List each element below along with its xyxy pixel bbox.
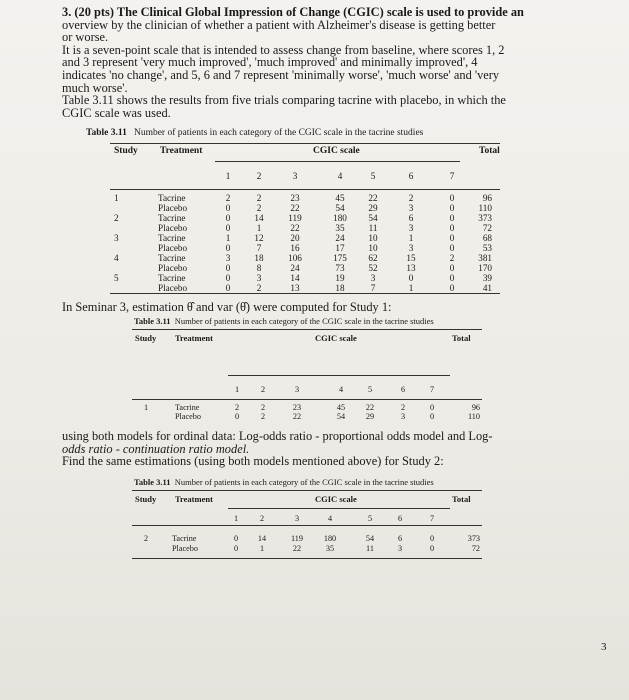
value-cell: 54 (335, 203, 345, 213)
value-cell: 175 (333, 253, 347, 263)
value-cell: 119 (291, 534, 303, 543)
table3-header-treatment: Treatment (175, 494, 213, 504)
value-cell: 54 (336, 412, 346, 421)
question-line-1: 3. (20 pts) The Clinical Global Impression of Change (CGIC) scale is used to provide an (62, 5, 524, 19)
value-cell: 22 (290, 203, 300, 213)
value-cell: 6 (397, 534, 403, 543)
value-cell: 0 (429, 412, 435, 421)
study-cell: 1 (114, 193, 119, 203)
value-cell: 11 (368, 223, 378, 233)
table3-rule-cgic (228, 508, 450, 509)
table2-rule-cgic (228, 375, 450, 376)
scale-header-cell: 3 (294, 385, 300, 394)
study-cell: 2 (114, 213, 119, 223)
question-line-8: Table 3.11 shows the results from five trials comparing tacrine with placebo, in which the (62, 93, 506, 108)
value-cell: 45 (336, 403, 346, 412)
value-cell: 10 (368, 243, 378, 253)
value-cell: 1 (259, 544, 265, 553)
study-cell: 1 (144, 403, 149, 412)
value-cell: 2 (234, 403, 240, 412)
value-cell: 3 (408, 243, 414, 253)
value-cell: 0 (429, 403, 435, 412)
value-cell: 22 (365, 403, 375, 412)
value-cell: 11 (366, 544, 374, 553)
scale-header-cell: 3 (292, 171, 298, 181)
table3-header-study: Study (135, 494, 157, 504)
table-rule-header-bottom (110, 189, 500, 190)
header-total: Total (479, 146, 500, 156)
scale-header-cell: 4 (327, 514, 333, 523)
value-cell: 0 (449, 203, 455, 213)
header-cgic-scale: CGIC scale (313, 146, 360, 156)
value-cell: 0 (233, 534, 239, 543)
total-cell: 53 (482, 243, 492, 253)
value-cell: 0 (449, 263, 455, 273)
value-cell: 0 (225, 213, 231, 223)
value-cell: 18 (254, 253, 264, 263)
treatment-cell: Placebo (158, 283, 188, 293)
header-treatment: Treatment (160, 146, 203, 156)
scale-header-cell: 7 (429, 385, 435, 394)
total-cell: 381 (478, 253, 492, 263)
value-cell: 52 (368, 263, 378, 273)
value-cell: 0 (225, 243, 231, 253)
scale-header-cell: 7 (449, 171, 455, 181)
value-cell: 73 (335, 263, 345, 273)
scale-header-cell: 6 (400, 385, 406, 394)
scale-header-cell: 1 (234, 385, 240, 394)
table2-header-cgic: CGIC scale (315, 333, 357, 343)
total-cell: 96 (471, 403, 480, 412)
scale-header-cell: 4 (337, 171, 343, 181)
table-title-3: Table 3.11 Number of patients in each category of the CGIC scale in the tacrine studies (134, 477, 434, 487)
value-cell: 8 (256, 263, 262, 273)
value-cell: 22 (290, 223, 300, 233)
treatment-cell: Tacrine (158, 273, 186, 283)
value-cell: 24 (335, 233, 345, 243)
question-line-3: or worse. (62, 30, 109, 45)
value-cell: 15 (406, 253, 416, 263)
value-cell: 7 (256, 243, 262, 253)
value-cell: 14 (290, 273, 300, 283)
value-cell: 0 (449, 283, 455, 293)
value-cell: 0 (449, 223, 455, 233)
scale-header-cell: 5 (367, 514, 373, 523)
value-cell: 0 (233, 544, 239, 553)
value-cell: 45 (335, 193, 345, 203)
value-cell: 16 (290, 243, 300, 253)
total-cell: 110 (478, 203, 492, 213)
table2-header-treatment: Treatment (175, 333, 213, 343)
value-cell: 19 (335, 273, 345, 283)
table2-header-study: Study (135, 333, 157, 343)
value-cell: 6 (408, 213, 414, 223)
value-cell: 12 (254, 233, 264, 243)
value-cell: 1 (408, 233, 414, 243)
scale-header-cell: 6 (408, 171, 414, 181)
total-cell: 72 (482, 223, 492, 233)
scale-header-cell: 7 (429, 514, 435, 523)
value-cell: 2 (256, 193, 262, 203)
value-cell: 22 (292, 412, 302, 421)
value-cell: 35 (325, 544, 335, 553)
study-cell: 4 (114, 253, 119, 263)
question-text (62, 6, 572, 119)
question-line-2: overview by the clinician of whether a patient with Alzheimer's disease is getting better (62, 17, 496, 32)
value-cell: 20 (290, 233, 300, 243)
total-cell: 68 (482, 233, 492, 243)
value-cell: 2 (256, 283, 262, 293)
treatment-cell: Placebo (158, 263, 188, 273)
value-cell: 23 (292, 403, 302, 412)
models-line-2: odds ratio - continuation ratio model. (62, 441, 250, 456)
value-cell: 54 (365, 534, 375, 543)
value-cell: 1 (225, 233, 231, 243)
value-cell: 0 (429, 534, 435, 543)
value-cell: 3 (370, 273, 376, 283)
scale-header-cell: 2 (260, 385, 266, 394)
total-cell: 110 (468, 412, 480, 421)
table-title: Table 3.11 Number of patients in each category of the CGIC scale in the tacrine studies (86, 128, 424, 138)
value-cell: 2 (256, 203, 262, 213)
value-cell: 2 (408, 193, 414, 203)
treatment-cell: Tacrine (172, 534, 197, 543)
scale-header-cell: 5 (370, 171, 376, 181)
value-cell: 2 (400, 403, 406, 412)
value-cell: 18 (335, 283, 345, 293)
scale-header-cell: 5 (367, 385, 373, 394)
value-cell: 2 (260, 412, 266, 421)
treatment-cell: Tacrine (158, 253, 186, 263)
value-cell: 17 (335, 243, 345, 253)
value-cell: 0 (225, 283, 231, 293)
models-text (62, 430, 572, 468)
study-cell: 3 (114, 233, 119, 243)
value-cell: 0 (449, 273, 455, 283)
models-line-1: using both models for ordinal data: Log-odds ratio - proportional odds model and Log- (62, 429, 493, 443)
treatment-cell: Placebo (175, 412, 201, 421)
value-cell: 10 (368, 233, 378, 243)
question-line-5: and 3 represent 'very much improved', 'much improved' and minimally improved', 4 (62, 55, 478, 70)
total-cell: 373 (478, 213, 492, 223)
value-cell: 106 (288, 253, 302, 263)
value-cell: 119 (288, 213, 302, 223)
value-cell: 23 (290, 193, 300, 203)
treatment-cell: Placebo (158, 243, 188, 253)
study-cell: 2 (144, 534, 149, 543)
value-cell: 3 (408, 203, 414, 213)
table2-header-total: Total (452, 333, 471, 343)
value-cell: 3 (256, 273, 262, 283)
value-cell: 3 (400, 412, 406, 421)
scale-header-cell: 2 (259, 514, 265, 523)
page-number: 3 (601, 641, 607, 653)
table-rule-top (110, 143, 500, 144)
table2-rule-top (132, 329, 482, 330)
value-cell: 3 (408, 223, 414, 233)
treatment-cell: Tacrine (158, 193, 186, 203)
table2-rule-header-bottom (132, 399, 482, 400)
treatment-cell: Tacrine (158, 233, 186, 243)
value-cell: 0 (429, 544, 435, 553)
value-cell: 29 (368, 203, 378, 213)
value-cell: 2 (225, 193, 231, 203)
table3-header-total: Total (452, 494, 471, 504)
value-cell: 35 (335, 223, 345, 233)
table3-rule-top (132, 490, 482, 491)
value-cell: 14 (257, 534, 267, 543)
value-cell: 180 (323, 534, 337, 543)
scale-header-cell: 2 (256, 171, 262, 181)
total-cell: 39 (482, 273, 492, 283)
table-rule-bottom (110, 293, 500, 294)
table-title-2: Table 3.11 Number of patients in each category of the CGIC scale in the tacrine studies (134, 316, 434, 326)
value-cell: 0 (234, 412, 240, 421)
total-cell: 373 (467, 534, 480, 543)
value-cell: 2 (449, 253, 455, 263)
treatment-cell: Placebo (172, 544, 198, 553)
value-cell: 54 (368, 213, 378, 223)
treatment-cell: Tacrine (158, 213, 186, 223)
value-cell: 0 (449, 243, 455, 253)
value-cell: 180 (333, 213, 347, 223)
treatment-cell: Tacrine (175, 403, 200, 412)
value-cell: 0 (225, 273, 231, 283)
value-cell: 0 (449, 193, 455, 203)
value-cell: 0 (225, 223, 231, 233)
models-line-3: Find the same estimations (using both models mentioned above) for Study 2: (62, 454, 444, 469)
treatment-cell: Placebo (158, 223, 188, 233)
treatment-cell: Placebo (158, 203, 188, 213)
value-cell: 14 (254, 213, 264, 223)
value-cell: 0 (225, 203, 231, 213)
total-cell: 96 (482, 193, 492, 203)
value-cell: 62 (368, 253, 378, 263)
total-cell: 72 (471, 544, 480, 553)
table3-rule-bottom (132, 558, 482, 559)
seminar-text: In Seminar 3, estimation θ̂ and var (θ̂) were computed for Study 1: (62, 300, 392, 314)
scale-header-cell: 1 (225, 171, 231, 181)
value-cell: 22 (292, 544, 302, 553)
total-cell: 41 (482, 283, 492, 293)
table3-rule-header-bottom (132, 525, 482, 526)
question-line-9: CGIC scale was used. (62, 105, 171, 120)
value-cell: 24 (290, 263, 300, 273)
study-cell: 5 (114, 273, 119, 283)
value-cell: 1 (408, 283, 414, 293)
question-line-4: It is a seven-point scale that is intended to assess change from baseline, where scores 1, 2 (62, 42, 505, 57)
value-cell: 29 (365, 412, 375, 421)
value-cell: 0 (225, 263, 231, 273)
value-cell: 0 (408, 273, 414, 283)
value-cell: 22 (368, 193, 378, 203)
table-rule-cgic (215, 161, 460, 162)
question-line-6: indicates 'no change', and 5, 6 and 7 represent 'minimally worse', 'much worse' and 'very (62, 67, 500, 82)
value-cell: 0 (449, 233, 455, 243)
table3-header-cgic: CGIC scale (315, 494, 357, 504)
header-study: Study (114, 146, 138, 156)
value-cell: 7 (370, 283, 376, 293)
scale-header-cell: 1 (233, 514, 239, 523)
value-cell: 0 (449, 213, 455, 223)
value-cell: 3 (225, 253, 231, 263)
total-cell: 170 (478, 263, 492, 273)
value-cell: 1 (256, 223, 262, 233)
value-cell: 13 (290, 283, 300, 293)
value-cell: 13 (406, 263, 416, 273)
scale-header-cell: 4 (338, 385, 344, 394)
scale-header-cell: 6 (397, 514, 403, 523)
value-cell: 2 (260, 403, 266, 412)
value-cell: 3 (397, 544, 403, 553)
question-line-7: much worse'. (62, 80, 128, 95)
scale-header-cell: 3 (294, 514, 300, 523)
